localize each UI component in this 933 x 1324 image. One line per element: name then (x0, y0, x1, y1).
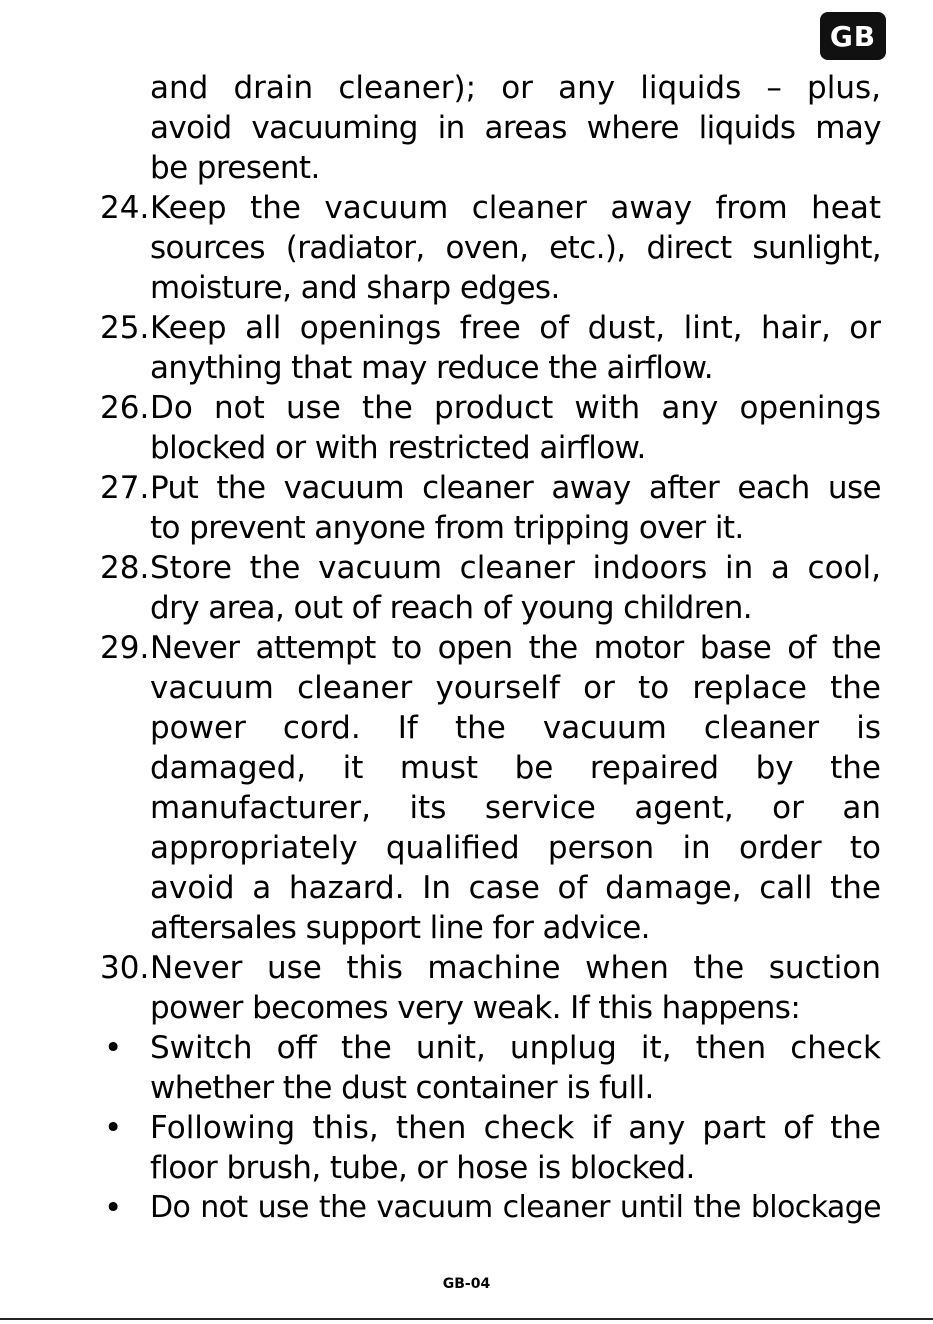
line-text: Do not use the vacuum cleaner until the blockage (150, 1190, 881, 1225)
text-line (0, 1068, 933, 1108)
item-number: 26. (100, 390, 150, 426)
text-line (0, 1188, 933, 1228)
line-text: Keep the vacuum cleaner away from heat (150, 190, 881, 226)
line-text: to prevent anyone from tripping over it. (150, 510, 744, 546)
text-line (0, 348, 933, 388)
line-text: power cord. If the vacuum cleaner is (150, 710, 881, 746)
line-text: aftersales support line for advice. (150, 910, 650, 946)
text-line (0, 468, 933, 508)
item-number: 30. (100, 950, 150, 986)
line-text: avoid a hazard. In case of damage, call the (150, 870, 881, 906)
text-line (0, 148, 933, 188)
line-text: Never use this machine when the suction (150, 950, 881, 986)
text-line (0, 268, 933, 308)
line-text: sources (radiator, oven, etc.), direct sunlight, (150, 230, 881, 266)
line-text: Keep all openings free of dust, lint, hair, or (150, 310, 881, 346)
item-number: 27. (100, 470, 150, 506)
line-text: moisture, and sharp edges. (150, 270, 560, 306)
text-line (0, 908, 933, 948)
line-text: whether the dust container is full. (150, 1070, 654, 1106)
line-text: blocked or with restricted airflow. (150, 430, 646, 466)
item-number: 25. (100, 310, 150, 346)
line-text: dry area, out of reach of young children. (150, 590, 752, 626)
text-line (0, 1028, 933, 1068)
line-text: floor brush, tube, or hose is blocked. (150, 1150, 695, 1186)
text-line (0, 228, 933, 268)
line-text: damaged, it must be repaired by the (150, 750, 881, 786)
line-text: anything that may reduce the airflow. (150, 350, 713, 386)
text-line (0, 588, 933, 628)
text-line (0, 1108, 933, 1148)
line-text: appropriately qualified person in order to (150, 830, 881, 866)
item-number: 24. (100, 190, 150, 226)
line-text: Store the vacuum cleaner indoors in a cool, (150, 550, 881, 586)
item-number: 29. (100, 630, 150, 666)
text-line (0, 428, 933, 468)
text-line (0, 388, 933, 428)
text-line (0, 948, 933, 988)
text-line (0, 1148, 933, 1188)
line-text: Following this, then check if any part of the (150, 1110, 881, 1146)
instruction-text (0, 68, 933, 1228)
bullet-icon: • (104, 1110, 123, 1146)
text-line (0, 868, 933, 908)
text-line (0, 548, 933, 588)
line-text: power becomes very weak. If this happens: (150, 990, 801, 1026)
page-number: GB-04 (442, 1276, 491, 1292)
text-line (0, 828, 933, 868)
line-text: avoid vacuuming in areas where liquids may (150, 110, 881, 146)
text-line (0, 788, 933, 828)
text-line (0, 188, 933, 228)
text-line (0, 308, 933, 348)
text-line (0, 508, 933, 548)
line-text: manufacturer, its service agent, or an (150, 790, 881, 826)
text-line (0, 68, 933, 108)
text-line (0, 668, 933, 708)
text-line (0, 108, 933, 148)
item-number: 28. (100, 550, 150, 586)
line-text: Do not use the product with any openings (150, 390, 881, 426)
line-text: vacuum cleaner yourself or to replace the (150, 670, 881, 706)
bullet-icon: • (104, 1030, 123, 1066)
text-line (0, 708, 933, 748)
bottom-rule (0, 1318, 933, 1320)
line-text: Never attempt to open the motor base of the (150, 630, 881, 666)
line-text: Switch off the unit, unplug it, then check (150, 1030, 881, 1066)
line-text: be present. (150, 150, 320, 186)
line-text: Put the vacuum cleaner away after each use (150, 470, 881, 506)
text-line (0, 748, 933, 788)
text-line (0, 628, 933, 668)
bullet-icon: • (104, 1190, 123, 1226)
language-badge: GB (820, 12, 886, 60)
line-text: and drain cleaner); or any liquids – plus, (150, 70, 881, 106)
text-line (0, 988, 933, 1028)
